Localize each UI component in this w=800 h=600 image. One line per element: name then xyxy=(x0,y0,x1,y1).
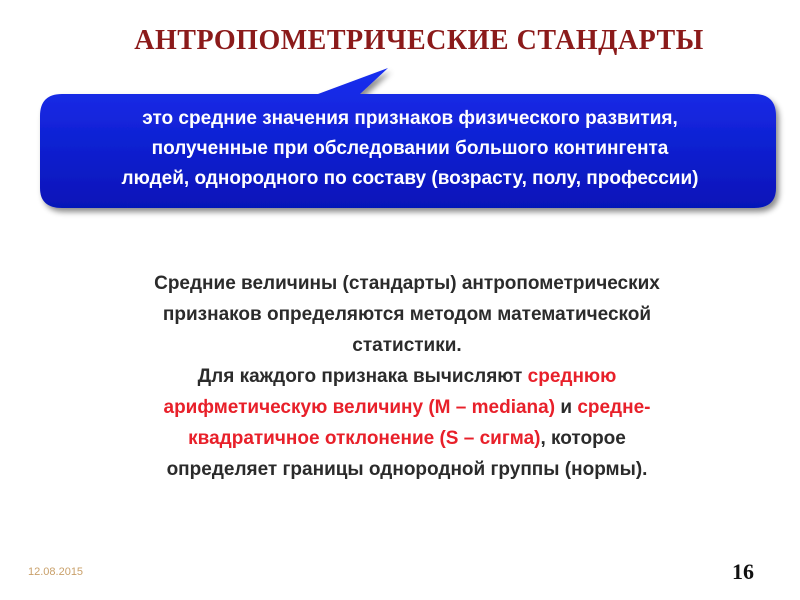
body-line-5 xyxy=(60,392,754,423)
slide-date: 12.08.2015 xyxy=(28,566,84,578)
body-line-2: признаков определяются методом математической xyxy=(162,304,652,325)
body-line-5-conj: и xyxy=(555,397,578,418)
body-line-6 xyxy=(60,423,754,454)
definition-callout xyxy=(42,104,778,194)
body-line-4-text: Для каждого признака вычисляют xyxy=(197,366,528,387)
callout-line-1: это средние значения признаков физического развития, xyxy=(142,108,678,129)
callout-line-3: людей, однородного по составу (возрасту, полу, профессии) xyxy=(121,168,699,189)
body-line-1: Средние величины (стандарты) антропометрических xyxy=(154,273,660,294)
body-line-7: определяет границы однородной группы (нормы). xyxy=(166,459,648,480)
body-paragraph xyxy=(60,268,754,485)
highlight-sd: средне- xyxy=(577,397,651,418)
body-line-6-text: , которое xyxy=(540,428,626,449)
highlight-sd-cont: квадратичное отклонение (S – сигма) xyxy=(188,428,541,449)
callout-line-2: полученные при обследовании большого контингента xyxy=(151,138,669,159)
body-line-4 xyxy=(60,361,754,392)
page-title: АНТРОПОМЕТРИЧЕСКИЕ СТАНДАРТЫ xyxy=(134,25,704,56)
highlight-mean-cont: арифметическую величину (M – mediana) xyxy=(163,397,556,418)
highlight-mean: среднюю xyxy=(527,366,617,387)
page-number: 16 xyxy=(732,559,754,584)
body-line-3: статистики. xyxy=(352,335,462,356)
